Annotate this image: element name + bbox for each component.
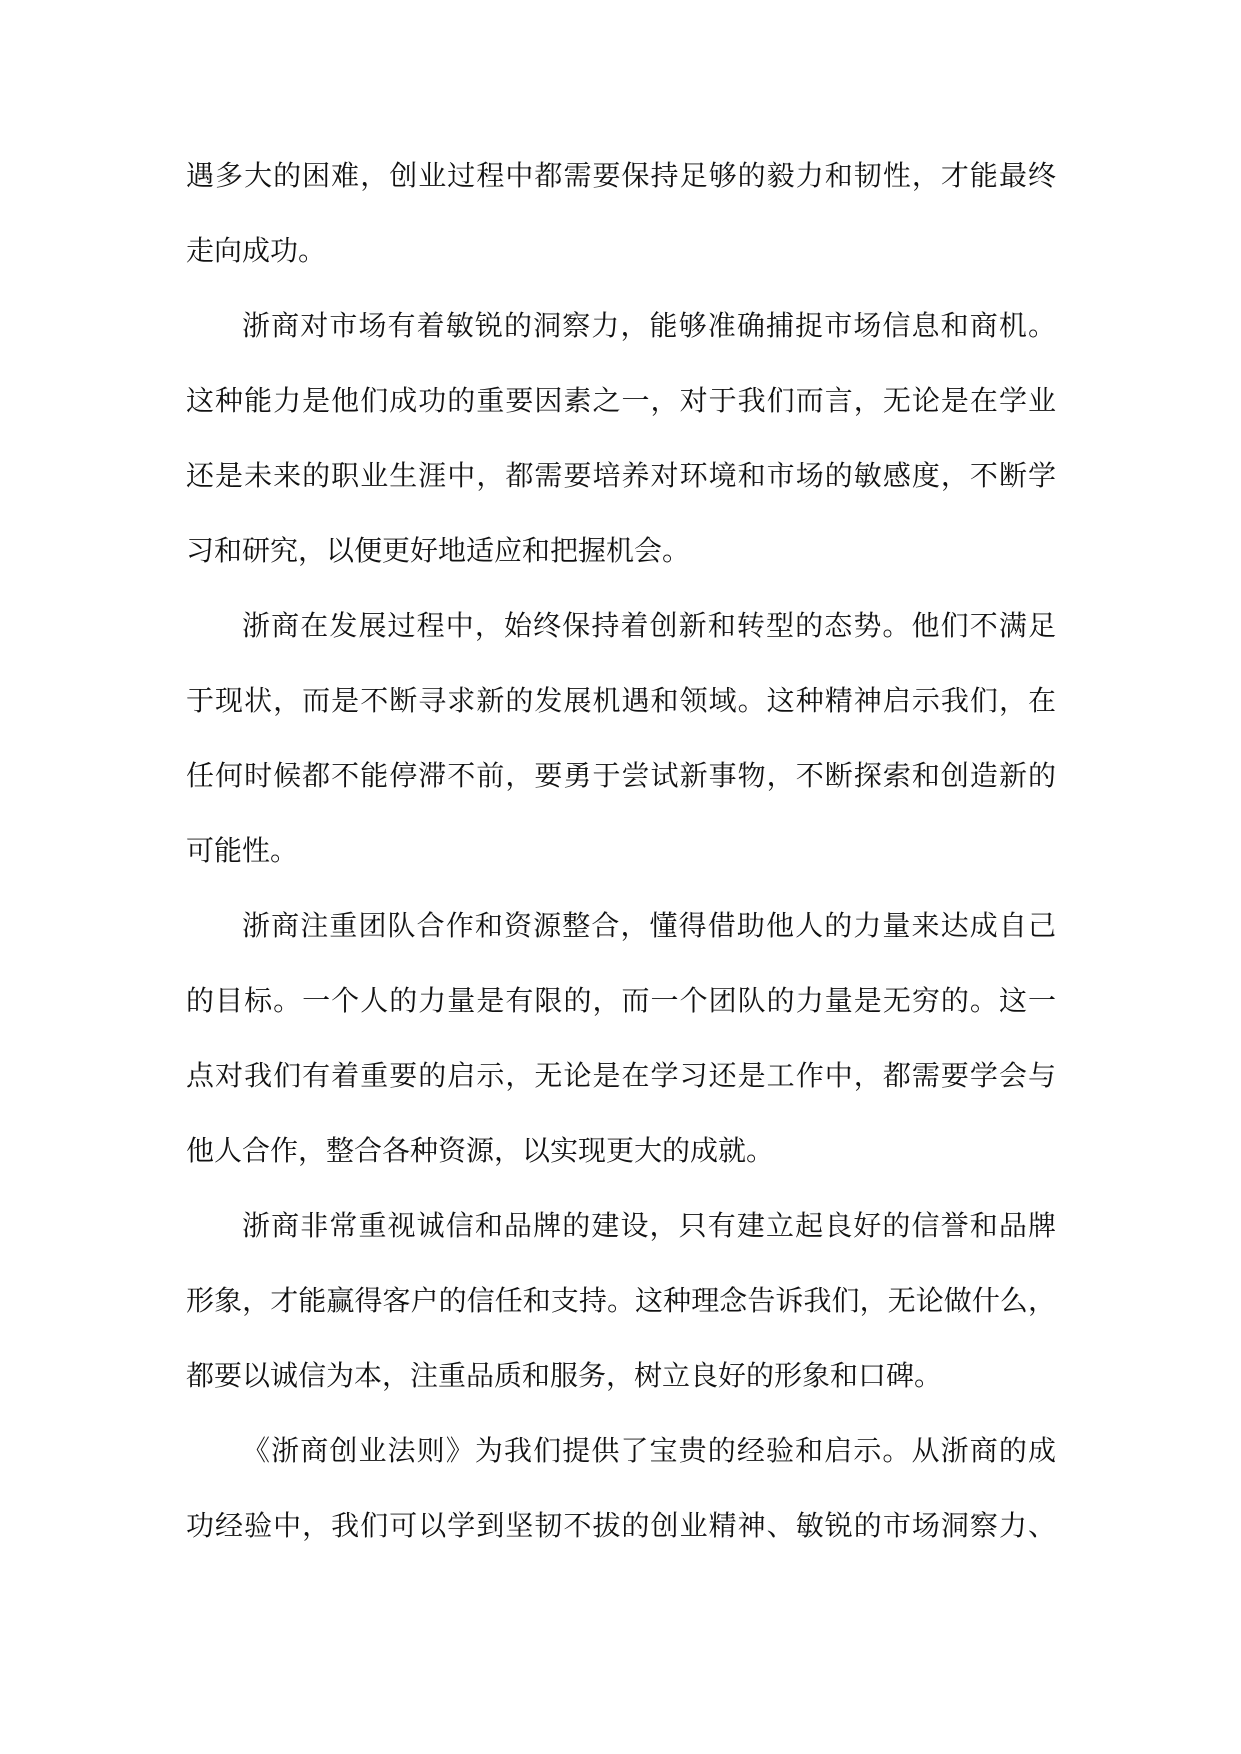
text-line: 他人合作，整合各种资源，以实现更大的成就。 (186, 1134, 775, 1167)
text-line: 这种能力是他们成功的重要因素之一，对于我们而言，无论是在学业 (186, 384, 1056, 417)
paragraph-first-line: 浙商非常重视诚信和品牌的建设，只有建立起良好的信誉和品牌 (242, 1209, 1056, 1242)
text-line: 遇多大的困难，创业过程中都需要保持足够的毅力和韧性，才能最终 (186, 159, 1056, 192)
text-line: 于现状，而是不断寻求新的发展机遇和领域。这种精神启示我们，在 (186, 684, 1056, 717)
paragraph-first-line: 浙商注重团队合作和资源整合，懂得借助他人的力量来达成自己 (242, 909, 1056, 942)
text-line: 习和研究，以便更好地适应和把握机会。 (186, 534, 691, 567)
text-line: 点对我们有着重要的启示，无论是在学习还是工作中，都需要学会与 (186, 1059, 1056, 1092)
text-line: 形象，才能赢得客户的信任和支持。这种理念告诉我们，无论做什么， (186, 1284, 1056, 1317)
body-text (186, 138, 1056, 1563)
paragraph-first-line: 浙商在发展过程中，始终保持着创新和转型的态势。他们不满足 (242, 609, 1056, 642)
text-line: 可能性。 (186, 834, 299, 867)
text-line: 还是未来的职业生涯中，都需要培养对环境和市场的敏感度，不断学 (186, 459, 1056, 492)
text-line: 的目标。一个人的力量是有限的，而一个团队的力量是无穷的。这一 (186, 984, 1056, 1017)
text-line: 都要以诚信为本，注重品质和服务，树立良好的形象和口碑。 (186, 1359, 943, 1392)
text-line: 走向成功。 (186, 234, 327, 267)
paragraph-first-line: 《浙商创业法则》为我们提供了宝贵的经验和启示。从浙商的成 (242, 1434, 1056, 1467)
text-line: 功经验中，我们可以学到坚韧不拔的创业精神、敏锐的市场洞察力、 (186, 1509, 1056, 1542)
paragraph-first-line: 浙商对市场有着敏锐的洞察力，能够准确捕捉市场信息和商机。 (242, 309, 1056, 342)
text-line: 任何时候都不能停滞不前，要勇于尝试新事物，不断探索和创造新的 (186, 759, 1056, 792)
